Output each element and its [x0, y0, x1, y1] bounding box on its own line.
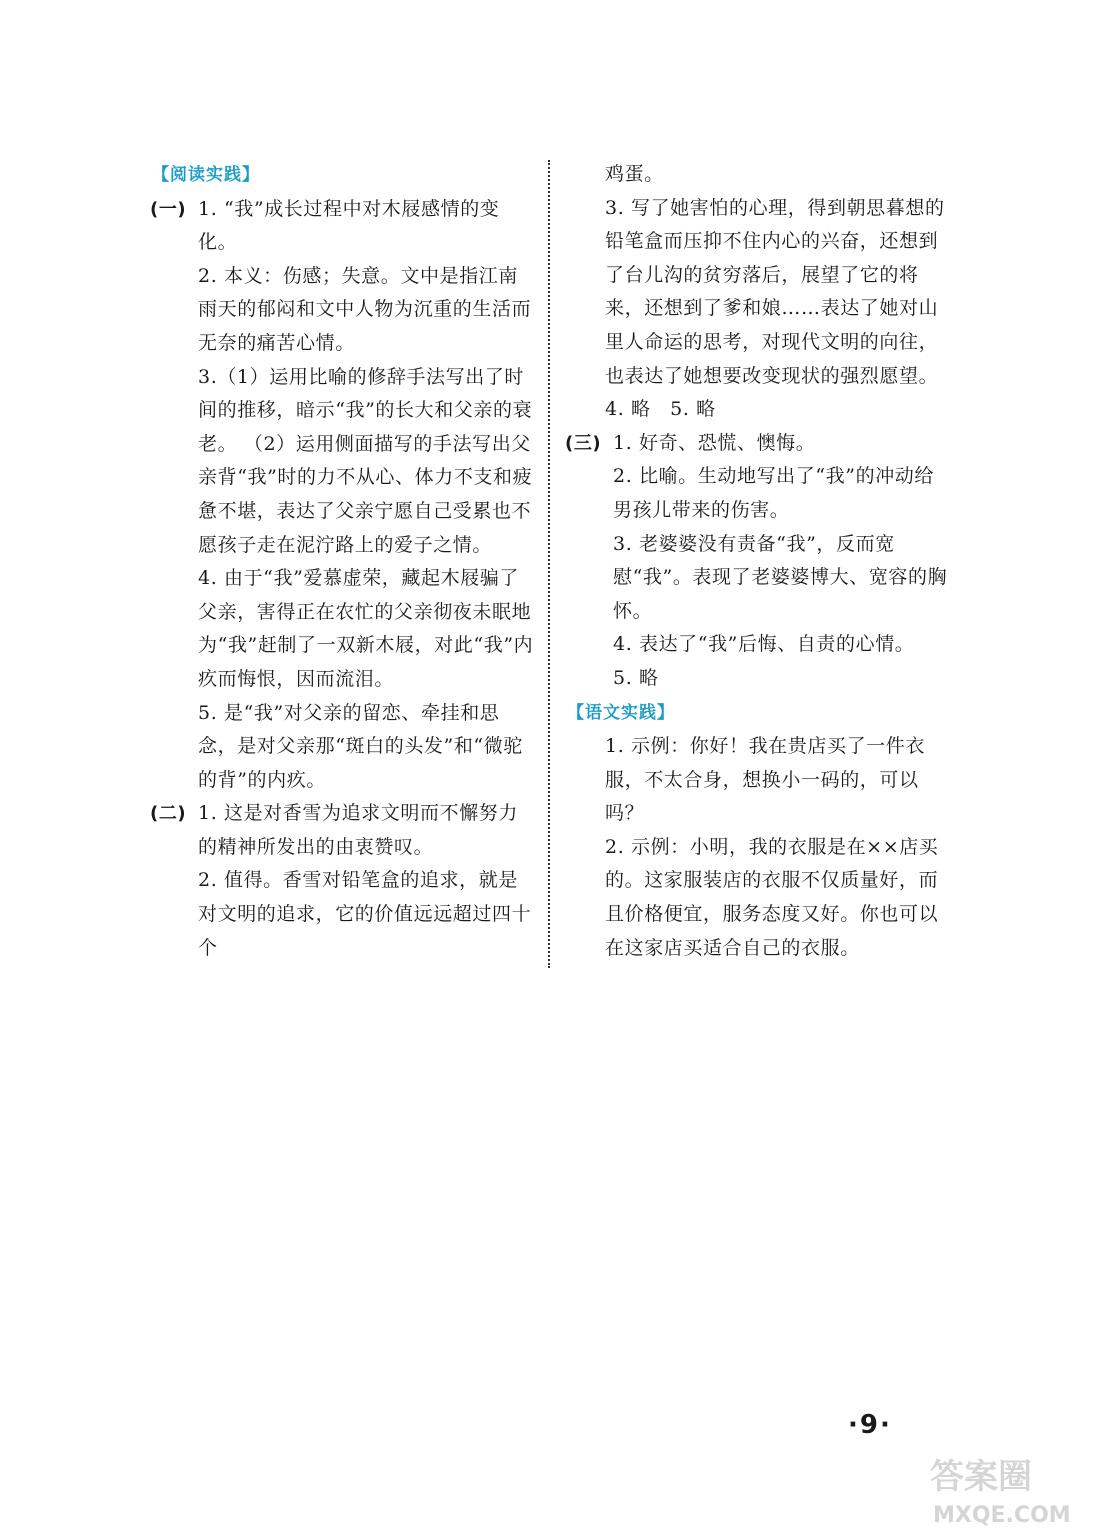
right-column — [565, 158, 950, 965]
column-divider — [548, 160, 550, 968]
left-column — [150, 158, 535, 965]
question-group-3 — [565, 427, 950, 696]
answer-item: 4. 表达了“我”后悔、自责的心情。 — [613, 633, 915, 656]
answer-item: 3. 写了她害怕的心理，得到朝思暮想的铅笔盒而压抑不住内心的兴奋，还想到了台儿沟的贫穷落后，展望了它的将来，还想到了爹和娘……表达了她对山里人命运的思考，对现代文明的向往，也表达了她想要改变现状的强烈愿望。 — [605, 196, 945, 387]
page-number: ·9· — [848, 1410, 892, 1440]
question-group-1 — [150, 193, 535, 798]
answer-item: 3. 老婆婆没有责备“我”，反而宽慰“我”。表现了老婆婆博大、宽容的胸怀。 — [613, 532, 948, 622]
answer-item: 2. 值得。香雪对铅笔盒的追求，就是对文明的追求，它的价值远远超过四十个 — [198, 869, 532, 959]
answer-item: 3.（1）运用比喻的修辞手法写出了时间的推移，暗示“我”的长大和父亲的衰老。 （2）运用侧面描写的手法写出父亲背“我”时的力不从心、体力不支和疲惫不堪，表达了父亲宁愿自己受累也不愿孩子走在泥泞路上的爱子之情。 — [198, 365, 533, 556]
reading-practice-tag: 【阅读实践】 — [152, 165, 260, 185]
answer-item: 4. 略 5. 略 — [605, 398, 716, 421]
watermark-logo — [925, 1450, 1085, 1530]
language-practice-tag: 【语文实践】 — [567, 702, 675, 723]
watermark-bottom: MXQE.COM — [933, 1503, 1071, 1528]
answer-item: 1. 示例：你好！我在贵店买了一件衣服，不太合身，想换小一码的，可以吗？ — [605, 735, 925, 825]
question-group-2 — [150, 797, 535, 965]
answer-item: 2. 本义：伤感；失意。文中是指江南雨天的郁闷和文中人物为沉重的生活而无奈的痛苦心情。 — [198, 264, 532, 354]
answer-item: 5. 略 — [613, 666, 659, 689]
answer-item: 5. 是“我”对父亲的留恋、牵挂和思念，是对父亲那“斑白的头发”和“微驼的背”的内疚。 — [198, 701, 523, 791]
answer-item: 1. 这是对香雪为追求文明而不懈努力的精神所发出的由衷赞叹。 — [198, 802, 518, 858]
group-label-2: (二) — [150, 803, 187, 825]
watermark-top: 答案圈 — [930, 1457, 1032, 1497]
answer-continuation: 鸡蛋。 — [605, 163, 664, 185]
answer-item: 1. 好奇、恐慌、懊悔。 — [613, 431, 816, 454]
answer-item: 2. 示例：小明，我的衣服是在××店买的。这家服装店的衣服不仅质量好，而且价格便宜，服务态度又好。你也可以在这家店买适合自己的衣服。 — [605, 835, 939, 959]
answer-item: 4. 由于“我”爱慕虚荣，藏起木屐骗了父亲，害得正在农忙的父亲彻夜未眠地为“我”赶制了一双新木屐，对此“我”内疚而悔恨，因而流泪。 — [198, 567, 534, 690]
answer-item: 2. 比喻。生动地写出了“我”的冲动给男孩儿带来的伤害。 — [613, 465, 934, 521]
group-label-1: (一) — [150, 198, 187, 220]
answer-item: 1. “我”成长过程中对木屐感情的变化。 — [198, 197, 500, 254]
group-label-3: (三) — [565, 432, 602, 454]
